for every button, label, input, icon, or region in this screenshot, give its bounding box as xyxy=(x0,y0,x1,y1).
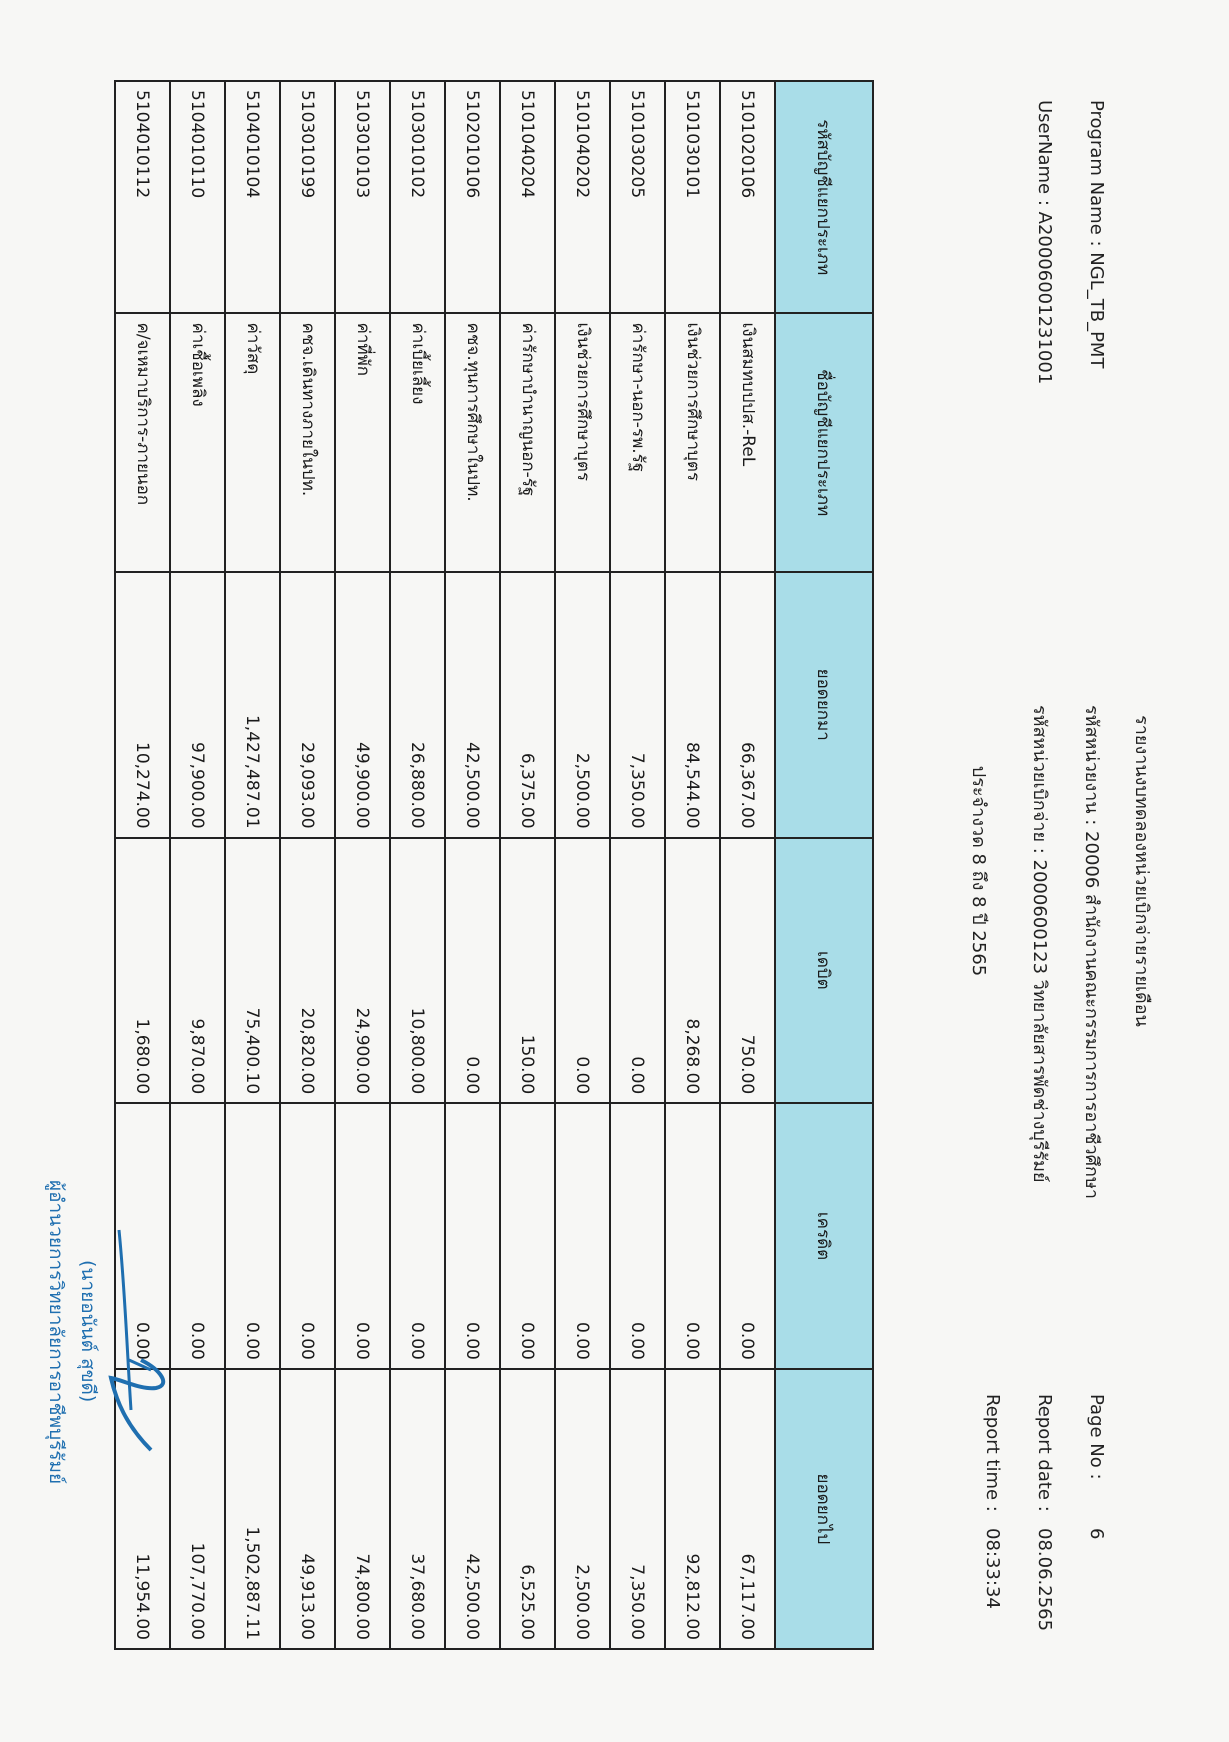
carried-forward-cell: 11,954.00 xyxy=(115,1369,170,1649)
brought-forward-cell: 2,500.00 xyxy=(555,572,610,838)
debit-cell: 10,800.00 xyxy=(390,838,445,1104)
account-code-cell: 5104010104 xyxy=(225,81,280,313)
debit-cell: 8,268.00 xyxy=(665,838,720,1104)
page-no: 6 xyxy=(1086,1528,1107,1540)
account-name-cell: คชจ.เดินทางภายในปท. xyxy=(280,313,335,571)
page-no-label: Page No : xyxy=(1086,1394,1107,1480)
col-brought-forward: ยอดยกมา xyxy=(775,572,873,838)
account-name-cell: ค/จเหมาบริการ-ภายนอก xyxy=(115,313,170,571)
table-row xyxy=(335,81,390,1649)
account-code-cell: 5101020106 xyxy=(720,81,775,313)
report-time: 08:33:34 xyxy=(982,1528,1003,1609)
debit-cell: 0.00 xyxy=(445,838,500,1104)
credit-cell: 0.00 xyxy=(500,1103,555,1369)
debit-cell: 150.00 xyxy=(500,838,555,1104)
credit-cell: 0.00 xyxy=(225,1103,280,1369)
table-row xyxy=(555,81,610,1649)
account-code-cell: 5101040204 xyxy=(500,81,555,313)
account-name-cell: ค่าวัสดุ xyxy=(225,313,280,571)
account-code-cell: 5104010110 xyxy=(170,81,225,313)
table-row xyxy=(720,81,775,1649)
table-header-row xyxy=(775,81,873,1649)
debit-cell: 20,820.00 xyxy=(280,838,335,1104)
account-name-cell: เงินช่วยการศึกษาบุตร xyxy=(555,313,610,571)
signer-position: ผู้อำนวยการวิทยาลัยการอาชีพบุรีรัมย์ xyxy=(45,1180,67,1485)
debit-cell: 750.00 xyxy=(720,838,775,1104)
col-debit: เดบิต xyxy=(775,838,873,1104)
carried-forward-cell: 74,800.00 xyxy=(335,1369,390,1649)
brought-forward-cell: 10,274.00 xyxy=(115,572,170,838)
debit-cell: 1,680.00 xyxy=(115,838,170,1104)
account-code-cell: 5101030205 xyxy=(610,81,665,313)
report-date-label: Report date : xyxy=(1034,1394,1055,1512)
account-name-cell: ค่ารักษาบำนาญนอก-รัฐ xyxy=(500,313,555,571)
brought-forward-cell: 1,427,487.01 xyxy=(225,572,280,838)
brought-forward-cell: 42,500.00 xyxy=(445,572,500,838)
table-row xyxy=(280,81,335,1649)
carried-forward-cell: 92,812.00 xyxy=(665,1369,720,1649)
debit-cell: 0.00 xyxy=(555,838,610,1104)
carried-forward-cell: 1,502,887.11 xyxy=(225,1369,280,1649)
credit-cell: 0.00 xyxy=(610,1103,665,1369)
carried-forward-cell: 49,913.00 xyxy=(280,1369,335,1649)
credit-cell: 0.00 xyxy=(280,1103,335,1369)
account-name-cell: เงินช่วยการศึกษาบุตร xyxy=(665,313,720,571)
table-row xyxy=(445,81,500,1649)
debit-cell: 0.00 xyxy=(610,838,665,1104)
account-name-cell: ค่าที่พัก xyxy=(335,313,390,571)
account-code-cell: 5103010103 xyxy=(335,81,390,313)
col-carried-forward: ยอดยกไป xyxy=(775,1369,873,1649)
brought-forward-cell: 97,900.00 xyxy=(170,572,225,838)
account-code-cell: 5101030101 xyxy=(665,81,720,313)
carried-forward-cell: 37,680.00 xyxy=(390,1369,445,1649)
debit-cell: 24,900.00 xyxy=(335,838,390,1104)
program-name: Program Name : NGL_TB_PMT xyxy=(1086,100,1107,369)
credit-cell: 0.00 xyxy=(390,1103,445,1369)
table-row xyxy=(225,81,280,1649)
account-code-cell: 5102010106 xyxy=(445,81,500,313)
debit-cell: 9,870.00 xyxy=(170,838,225,1104)
credit-cell: 0.00 xyxy=(555,1103,610,1369)
brought-forward-cell: 29,093.00 xyxy=(280,572,335,838)
account-code-cell: 5104010112 xyxy=(115,81,170,313)
carried-forward-cell: 67,117.00 xyxy=(720,1369,775,1649)
account-code-cell: 5101040202 xyxy=(555,81,610,313)
brought-forward-cell: 66,367.00 xyxy=(720,572,775,838)
brought-forward-cell: 49,900.00 xyxy=(335,572,390,838)
table-row xyxy=(390,81,445,1649)
carried-forward-cell: 7,350.00 xyxy=(610,1369,665,1649)
carried-forward-cell: 6,525.00 xyxy=(500,1369,555,1649)
signer-name: (นายอนันต์ สุขดี) xyxy=(77,1260,99,1403)
debit-cell: 75,400.10 xyxy=(225,838,280,1104)
carried-forward-cell: 107,770.00 xyxy=(170,1369,225,1649)
signature-block xyxy=(41,1180,171,1540)
account-name-cell: ค่าเบี้ยเลี้ยง xyxy=(390,313,445,571)
trial-balance-table xyxy=(114,80,874,1650)
brought-forward-cell: 6,375.00 xyxy=(500,572,555,838)
account-name-cell: เงินสมทบปปส.-ReL xyxy=(720,313,775,571)
col-account-name: ชื่อบัญชีแยกประเภท xyxy=(775,313,873,571)
credit-cell: 0.00 xyxy=(170,1103,225,1369)
table-row xyxy=(665,81,720,1649)
report-title: รายงานงบทดลองหน่วยเบิกจ่ายรายเดือน xyxy=(1131,715,1152,1027)
brought-forward-cell: 84,544.00 xyxy=(665,572,720,838)
credit-cell: 0.00 xyxy=(445,1103,500,1369)
brought-forward-cell: 7,350.00 xyxy=(610,572,665,838)
agency-code: รหัสหน่วยงาน : 20006 สำนักงานคณะกรรมการการอาชีวศึกษา xyxy=(1081,705,1102,1199)
carried-forward-cell: 42,500.00 xyxy=(445,1369,500,1649)
table-row xyxy=(170,81,225,1649)
report-date: 08.06.2565 xyxy=(1034,1528,1055,1632)
account-code-cell: 5103010102 xyxy=(390,81,445,313)
report-period: ประจำงวด 8 ถึง 8 ปี 2565 xyxy=(968,765,989,977)
account-code-cell: 5103010199 xyxy=(280,81,335,313)
credit-cell: 0.00 xyxy=(720,1103,775,1369)
credit-cell: 0.00 xyxy=(665,1103,720,1369)
account-name-cell: คชจ.ทุนการศึกษาในปท. xyxy=(445,313,500,571)
user-name: UserName : A20006001231001 xyxy=(1034,100,1055,385)
credit-cell: 0.00 xyxy=(115,1103,170,1369)
col-account-code: รหัสบัญชีแยกประเภท xyxy=(775,81,873,313)
account-name-cell: ค่ารักษา-นอก-รพ.รัฐ xyxy=(610,313,665,571)
col-credit: เครดิต xyxy=(775,1103,873,1369)
report-time-label: Report time : xyxy=(982,1394,1003,1512)
account-name-cell: ค่าเชื้อเพลิง xyxy=(170,313,225,571)
brought-forward-cell: 26,880.00 xyxy=(390,572,445,838)
disburse-unit: รหัสหน่วยเบิกจ่าย : 2000600123 วิทยาลัยสารพัดช่างบุรีรัมย์ xyxy=(1029,705,1050,1183)
table-row xyxy=(610,81,665,1649)
table-row xyxy=(500,81,555,1649)
credit-cell: 0.00 xyxy=(335,1103,390,1369)
carried-forward-cell: 2,500.00 xyxy=(555,1369,610,1649)
